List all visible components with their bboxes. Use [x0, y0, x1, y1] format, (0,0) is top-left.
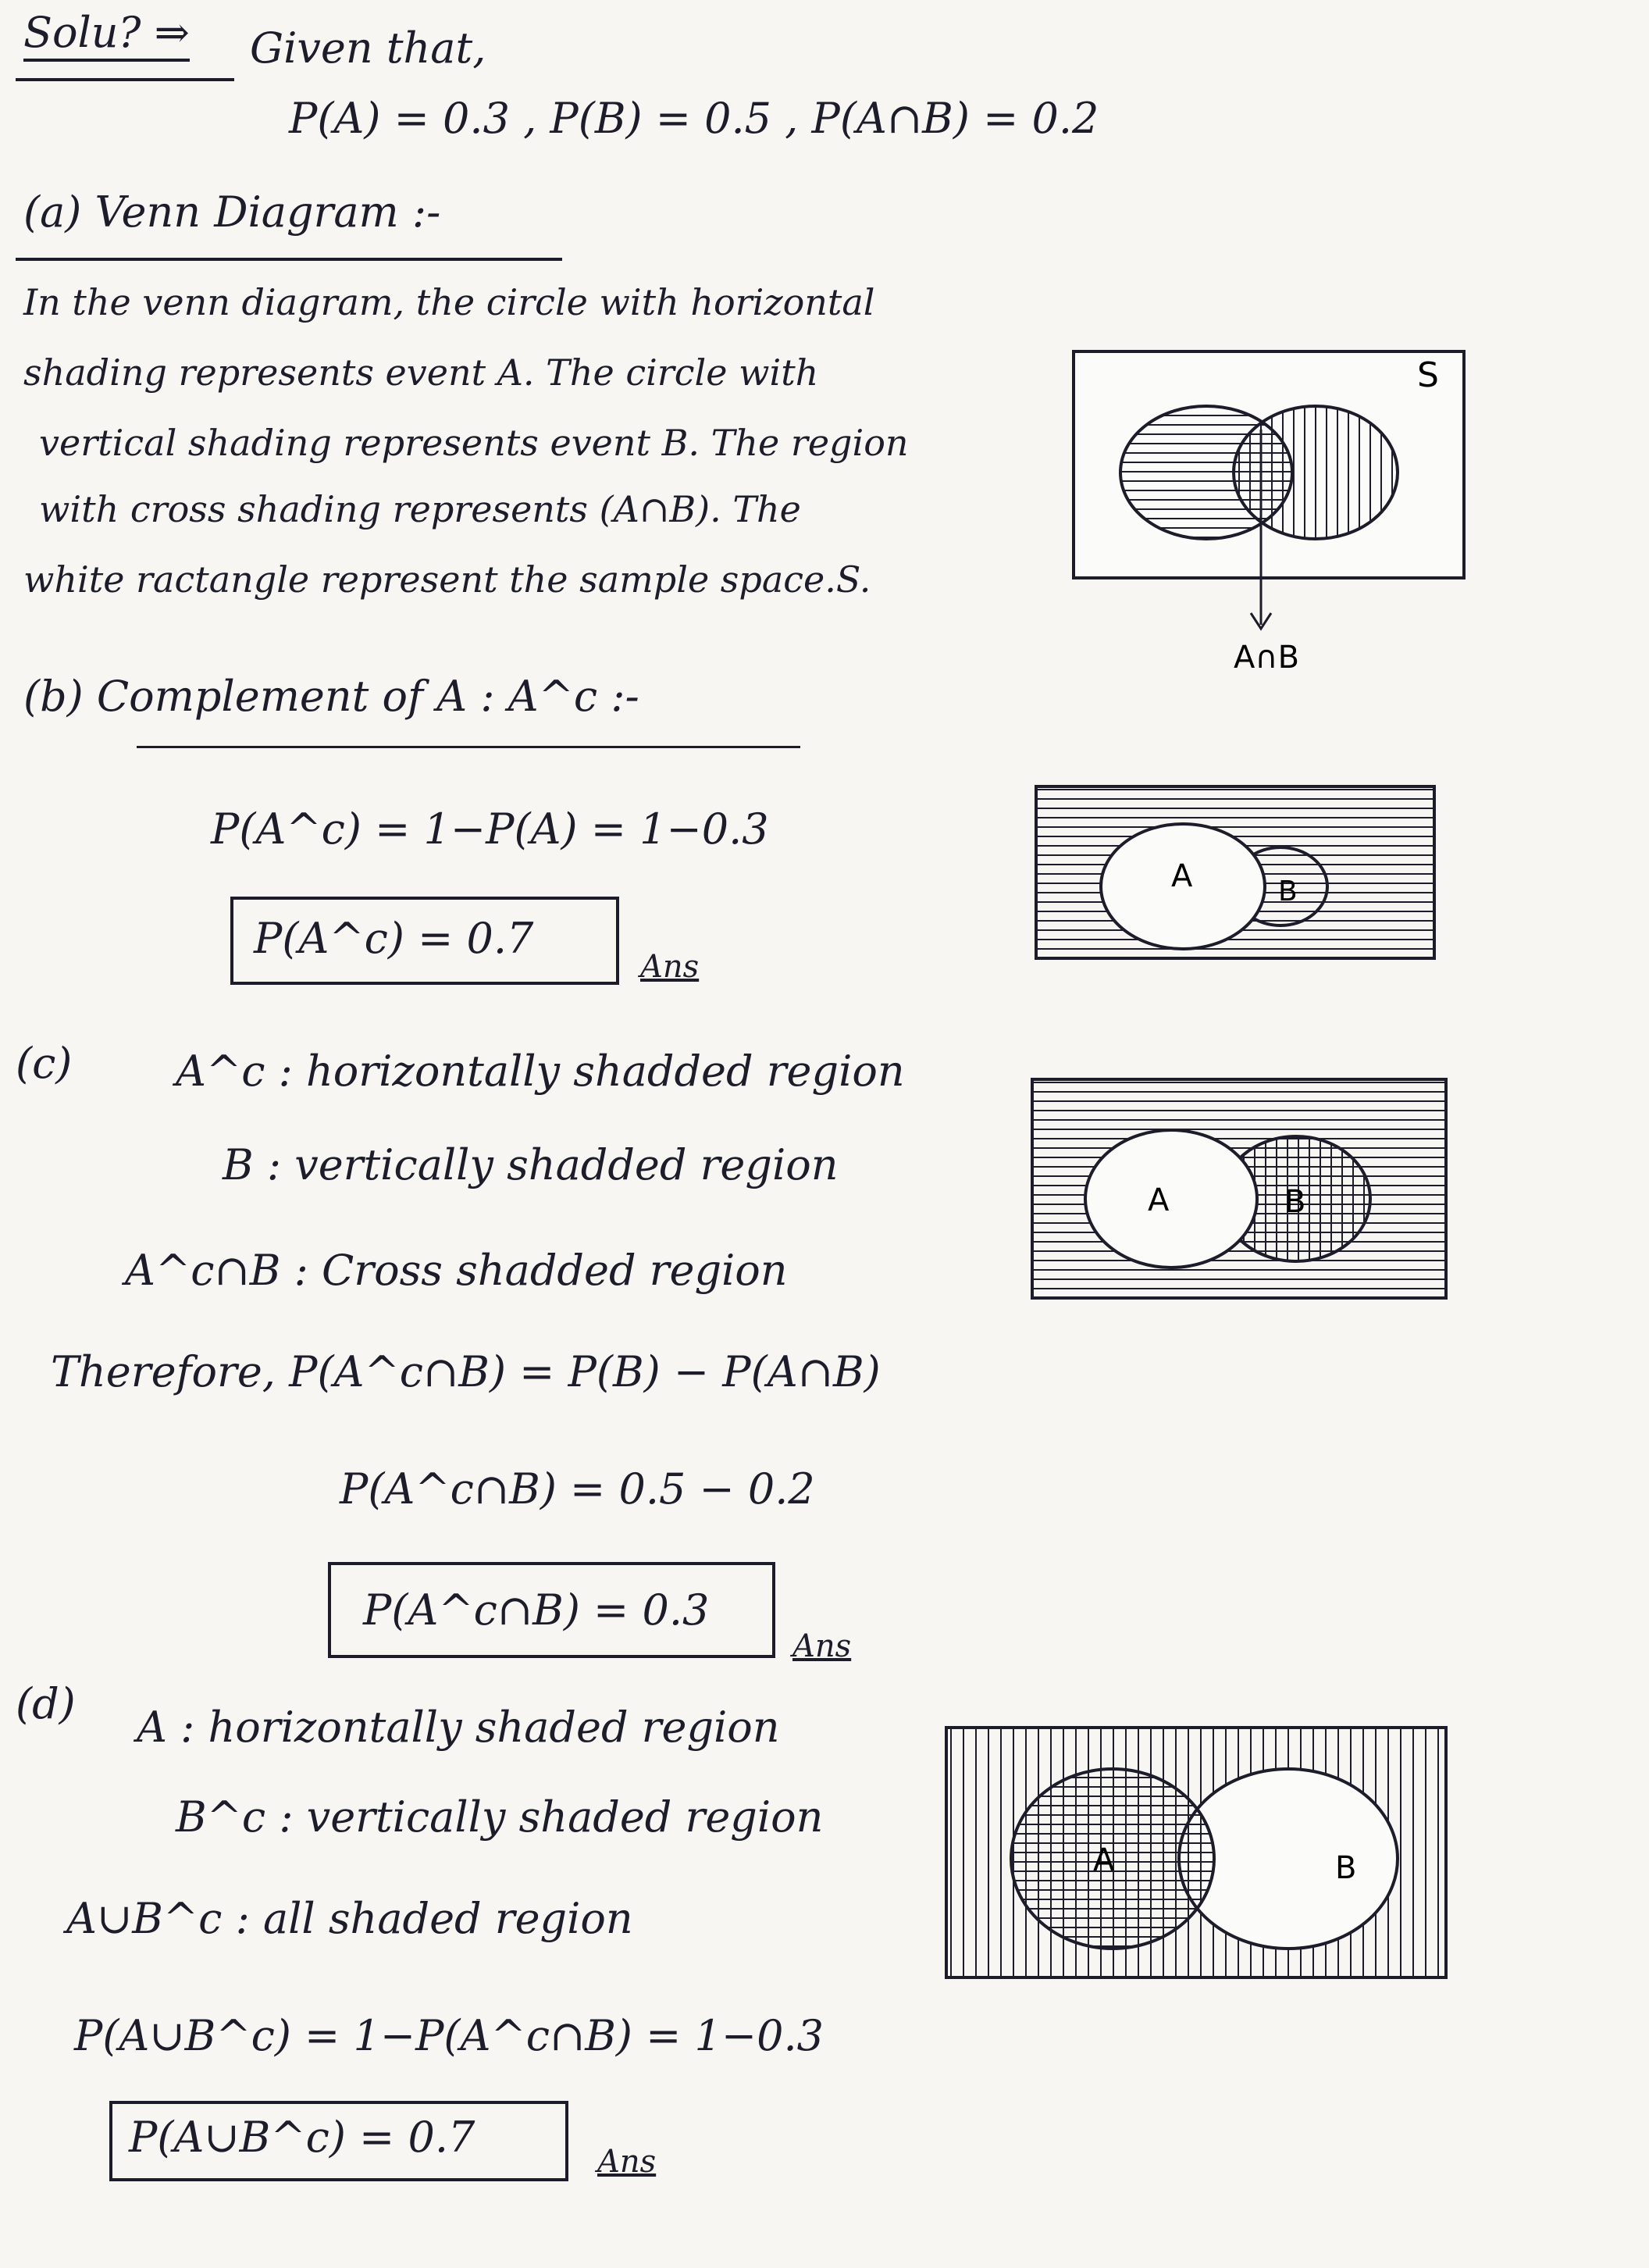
venn-diagram-c: [1031, 1078, 1452, 1304]
part-d-label: (d): [16, 1679, 76, 1728]
given-probabilities: P(A) = 0.3 , P(B) = 0.5 , P(A∩B) = 0.2: [289, 94, 1099, 143]
part-b-line-1: P(A^c) = 1−P(A) = 1−0.3: [211, 804, 769, 854]
part-d-ans-label: Ans: [597, 2144, 657, 2180]
part-c-substitution: P(A^c∩B) = 0.5 − 0.2: [340, 1464, 815, 1514]
part-a-line-1: In the venn diagram, the circle with horizontal: [23, 281, 875, 323]
circle-a-label: A: [1093, 1842, 1115, 1878]
part-c-line-1: A^c : horizontally shadded region: [176, 1047, 905, 1096]
part-c-line-3: A^c∩B : Cross shadded region: [125, 1246, 788, 1295]
part-c-boxed-result: P(A^c∩B) = 0.3: [363, 1585, 710, 1635]
intersection-label: A∩B: [1234, 640, 1300, 676]
given-label: Given that,: [250, 23, 486, 73]
part-a-line-4: with cross shading represents (A∩B). The: [39, 488, 801, 530]
part-c-line-2: B : vertically shadded region: [223, 1140, 839, 1189]
part-c-label: (c): [16, 1039, 73, 1088]
part-d-line-2: B^c : vertically shaded region: [176, 1792, 824, 1842]
part-c-therefore: Therefore, P(A^c∩B) = P(B) − P(A∩B): [51, 1347, 881, 1396]
circle-a-label: A: [1148, 1182, 1170, 1218]
part-d-boxed-result: P(A∪B^c) = 0.7: [129, 2113, 475, 2162]
part-d-formula: P(A∪B^c) = 1−P(A^c∩B) = 1−0.3: [74, 2011, 824, 2060]
circle-b-label: B: [1335, 1850, 1357, 1886]
venn-diagram-d: [945, 1726, 1452, 1984]
sample-space-label: S: [1417, 355, 1439, 395]
part-a-underline: [16, 258, 562, 261]
part-d-line-1: A : horizontally shaded region: [137, 1703, 780, 1752]
venn-diagram-b: [1035, 785, 1441, 965]
part-b-boxed-result: P(A^c) = 0.7: [254, 914, 534, 963]
part-d-line-3: A∪B^c : all shaded region: [66, 1894, 633, 1943]
part-a-line-2: shading represents event A. The circle with: [23, 351, 819, 394]
part-b-underline: [137, 746, 800, 748]
circle-a-label: A: [1171, 858, 1193, 894]
header-underline: [16, 78, 234, 81]
circle-b-label: B: [1284, 1184, 1306, 1220]
venn-diagram-a: [1070, 336, 1476, 676]
solution-label: Solu? ⇒: [23, 8, 190, 62]
circle-b-label: B: [1278, 875, 1298, 908]
part-a-line-3: vertical shading represents event B. The region: [39, 422, 909, 464]
circle-a: [1085, 1130, 1257, 1268]
part-a-heading: (a) Venn Diagram :-: [23, 187, 441, 237]
part-b-ans-label: Ans: [640, 949, 700, 985]
part-a-line-5: white ractangle represent the sample space.S.: [23, 558, 871, 601]
part-c-ans-label: Ans: [792, 1628, 852, 1664]
part-b-heading: (b) Complement of A : A^c :-: [23, 672, 639, 721]
